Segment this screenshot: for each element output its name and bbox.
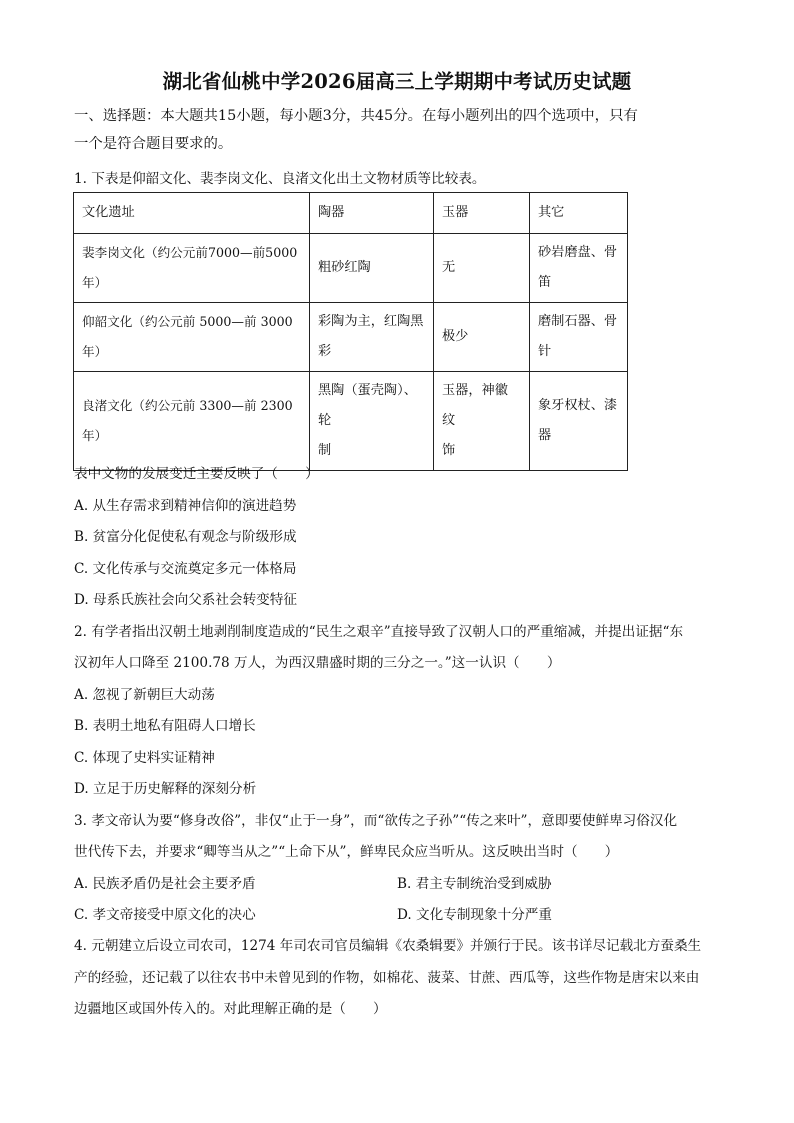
table-cell-other: 砂岩磨盘、骨 笛 (530, 234, 628, 303)
table-header-cell: 其它 (530, 193, 628, 234)
table-cell-pottery: 粗砂红陶 (310, 234, 434, 303)
table-cell-jade: 极少 (434, 303, 530, 372)
question-1-option-a: A. 从生存需求到精神信仰的演进趋势 (74, 498, 297, 514)
question-4-stem-line3: 边疆地区或国外传入的。对此理解正确的是（ ） (74, 1001, 387, 1017)
table-cell-site: 仰韶文化（约公元前 5000—前 3000 年） (74, 303, 310, 372)
table-cell-site: 良渚文化（约公元前 3300—前 2300 年） (74, 372, 310, 471)
question-1-option-c: C. 文化传承与交流奠定多元一体格局 (74, 561, 297, 577)
section-instructions-line2: 一个是符合题目要求的。 (74, 136, 233, 152)
table-cell-site: 裴李岗文化（约公元前7000—前5000 年） (74, 234, 310, 303)
question-2-stem-line1: 2. 有学者指出汉朝土地剥削制度造成的“民生之艰辛”直接导致了汉朝人口的严重缩减，并提出证据“东 (74, 624, 684, 640)
table-cell-other: 磨制石器、骨 针 (530, 303, 628, 372)
question-1-stem: 1. 下表是仰韶文化、裴李岗文化、良渚文化出土文物材质等比较表。 (74, 171, 486, 187)
table-cell-pottery: 黑陶（蛋壳陶）、轮 制 (310, 372, 434, 471)
question-4-stem-line2: 产的经验，还记载了以往农书中未曾见到的作物，如棉花、菠菜、甘蔗、西瓜等，这些作物是唐宋以来由 (74, 970, 700, 986)
question-1-option-d: D. 母系氏族社会向父系社会转变特征 (74, 592, 297, 608)
table-header-cell: 陶器 (310, 193, 434, 234)
table-cell-jade: 无 (434, 234, 530, 303)
section-instructions-line1: 一、选择题：本大题共15小题，每小题3分，共45分。在每小题列出的四个选项中，只有 (74, 108, 638, 124)
exam-title: 湖北省仙桃中学2026届高三上学期期中考试历史试题 (162, 70, 632, 93)
table-cell-other: 象牙权杖、漆 器 (530, 372, 628, 471)
table-cell-pottery: 彩陶为主，红陶黑 彩 (310, 303, 434, 372)
table-row (74, 303, 628, 372)
question-2-option-a: A. 忽视了新朝巨大动荡 (74, 687, 215, 703)
question-3-stem-line2: 世代传下去，并要求“卿等当从之”“上命下从”，鲜卑民众应当听从。这反映出当时（ ） (74, 844, 619, 860)
question-3-option-c: C. 孝文帝接受中原文化的决心 (74, 907, 256, 923)
table-row (74, 234, 628, 303)
question-2-option-d: D. 立足于历史解释的深刻分析 (74, 781, 257, 797)
question-4-stem-line1: 4. 元朝建立后设立司农司，1274 年司农司官员编辑《农桑辑要》并颁行于民。该书详尽记载北方蚕桑生 (74, 938, 702, 954)
culture-comparison-table (73, 192, 628, 471)
table-cell-jade: 玉器，神徽纹 饰 (434, 372, 530, 471)
table-header-row (74, 193, 628, 234)
question-2-stem-line2: 汉初年人口降至 2100.78 万人，为西汉鼎盛时期的三分之一。”这一认识（ ） (74, 655, 561, 671)
table-row (74, 372, 628, 471)
table-header-cell: 玉器 (434, 193, 530, 234)
question-3-option-d: D. 文化专制现象十分严重 (397, 907, 552, 923)
question-1-prompt: 表中文物的发展变迁主要反映了（ ） (74, 466, 319, 482)
question-1-option-b: B. 贫富分化促使私有观念与阶级形成 (74, 529, 297, 545)
table-header-cell: 文化遗址 (74, 193, 310, 234)
question-3-option-b: B. 君主专制统治受到威胁 (397, 876, 552, 892)
question-3-stem-line1: 3. 孝文帝认为要“修身改俗”，非仅“止于一身”，而“欲传之子孙”“传之来叶”，意即要使鲜卑习俗汉化 (74, 813, 678, 829)
question-3-option-a: A. 民族矛盾仍是社会主要矛盾 (74, 876, 256, 892)
question-2-option-c: C. 体现了史料实证精神 (74, 750, 215, 766)
question-2-option-b: B. 表明土地私有阻碍人口增长 (74, 718, 256, 734)
